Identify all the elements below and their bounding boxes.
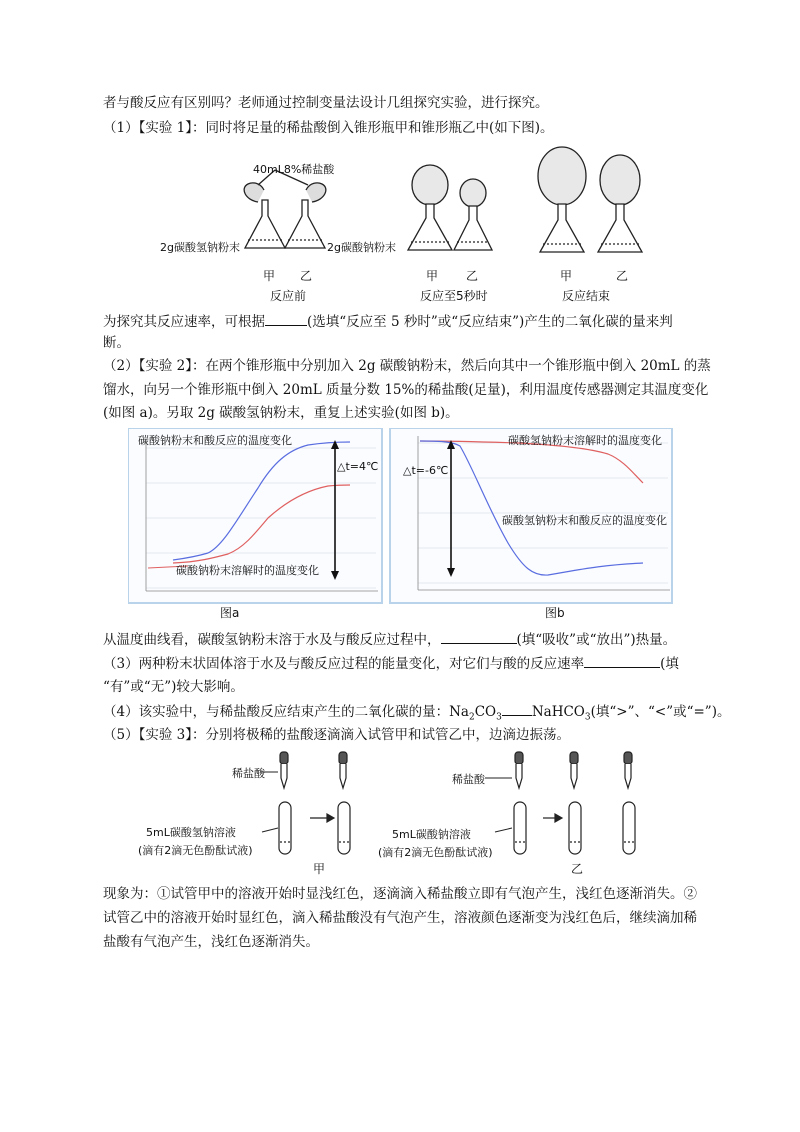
chart-b-caption: 图b <box>545 606 565 620</box>
chart-a-caption: 图a <box>220 606 240 620</box>
exp2-line-2: 馏水，向另一个锥形瓶中倒入 20mL 质量分数 15%的稀盐酸(足量)，利用温度传感器测定其温度变化 <box>103 382 709 398</box>
flask-pair-before <box>244 170 326 248</box>
stage-5s-label: 反应至5秒时 <box>420 289 488 303</box>
answer-blank-3[interactable] <box>584 653 660 668</box>
stage-before-label: 反应前 <box>270 289 307 303</box>
chart-a-bottom-label: 碳酸钠粉末溶解时的温度变化 <box>176 564 319 577</box>
heat-question-line: 从温度曲线看，碳酸氢钠粉末溶于水及与酸反应过程中， (填“吸收”或“放出”)热量。 <box>103 629 676 650</box>
chart-b-mid-label: 碳酸氢钠粉末和酸反应的温度变化 <box>502 514 667 527</box>
phenomenon-line-3: 盐酸有气泡产生，浅红色逐渐消失。 <box>103 934 319 950</box>
exp2-line-3: (如图 a)。另取 2g 碳酸氢钠粉末，重复上述实验(如图 b)。 <box>103 405 459 421</box>
q3-line-1: （3）两种粉末状固体溶于水及与酸反应过程的能量变化，对它们与酸的反应速率 (填 <box>103 653 679 674</box>
chart-b-delta-label: △t=-6℃ <box>403 464 449 477</box>
left-solution-label: 5mL碳酸氢钠溶液 <box>146 826 236 839</box>
rate-question-line-end: 断。 <box>103 335 130 351</box>
left-powder-label: 2g碳酸氢钠粉末 <box>160 241 240 254</box>
answer-blank-2[interactable] <box>441 629 517 644</box>
chart-a-delta-label: △t=4℃ <box>337 460 379 473</box>
exp2-line-1: （2）【实验 2】：在两个锥形瓶中分别加入 2g 碳酸钠粉末，然后向其中一个锥形瓶中倒入 20mL 的蒸 <box>103 358 711 374</box>
right-solution-note: (滴有2滴无色酚酞试液) <box>378 846 493 859</box>
flask-pair-5s <box>408 165 492 250</box>
rate-question-line: 为探究其反应速率，可根据 (选填“反应至 5 秒时”或“反应结束”)产生的二氧化碳的量来判 <box>103 311 673 332</box>
answer-blank-4[interactable] <box>502 701 532 716</box>
phenomenon-line-1: 现象为：①试管甲中的溶液开始时显浅红色，逐滴滴入稀盐酸立即有气泡产生，浅红色逐渐消失。② <box>103 886 697 902</box>
right-powder-label: 2g碳酸钠粉末 <box>327 241 396 254</box>
phenomenon-line-2: 试管乙中的溶液开始时显红色，滴入稀盐酸没有气泡产生，溶液颜色逐渐变为浅红色后，继续滴加稀 <box>103 910 697 926</box>
jia-label-3: 甲 <box>560 269 573 283</box>
yi-label-1: 乙 <box>300 269 313 283</box>
chart-a-title: 碳酸钠粉末和酸反应的温度变化 <box>138 434 292 447</box>
q4-line: （4）该实验中，与稀盐酸反应结束产生的二氧化碳的量：$Na_2CO_3$ NaHCO$_3$(填“>”、“<”或“=”)。 <box>103 701 730 728</box>
acid-label: 40mL8%稀盐酸 <box>253 163 335 176</box>
tube-yi-label: 乙 <box>571 862 584 876</box>
jia-label-2: 甲 <box>426 269 439 283</box>
answer-blank-1[interactable] <box>265 311 307 326</box>
q3-line-2: “有”或“无”)较大影响。 <box>103 679 244 695</box>
acid-label-left: 稀盐酸 <box>232 767 265 780</box>
yi-label-2: 乙 <box>466 269 479 283</box>
stage-end-label: 反应结束 <box>562 289 611 303</box>
right-solution-label: 5mL碳酸钠溶液 <box>392 828 471 841</box>
jia-label-1: 甲 <box>263 269 276 283</box>
exp3-line: （5）【实验 3】：分别将极稀的盐酸逐滴滴入试管甲和试管乙中，边滴边振荡。 <box>103 727 570 743</box>
tube-jia-label: 甲 <box>313 862 326 876</box>
intro-line: 者与酸反应有区别吗？老师通过控制变量法设计几组探究实验，进行探究。 <box>103 95 549 111</box>
exp1-line: （1）【实验 1】：同时将足量的稀盐酸倒入锥形瓶甲和锥形瓶乙中(如下图)。 <box>103 120 554 136</box>
acid-label-right: 稀盐酸 <box>452 773 485 786</box>
flask-pair-end <box>538 147 642 252</box>
chart-b-top-label: 碳酸氢钠粉末溶解时的温度变化 <box>508 434 662 447</box>
yi-label-3: 乙 <box>616 269 629 283</box>
left-solution-note: (滴有2滴无色酚酞试液) <box>138 844 253 857</box>
